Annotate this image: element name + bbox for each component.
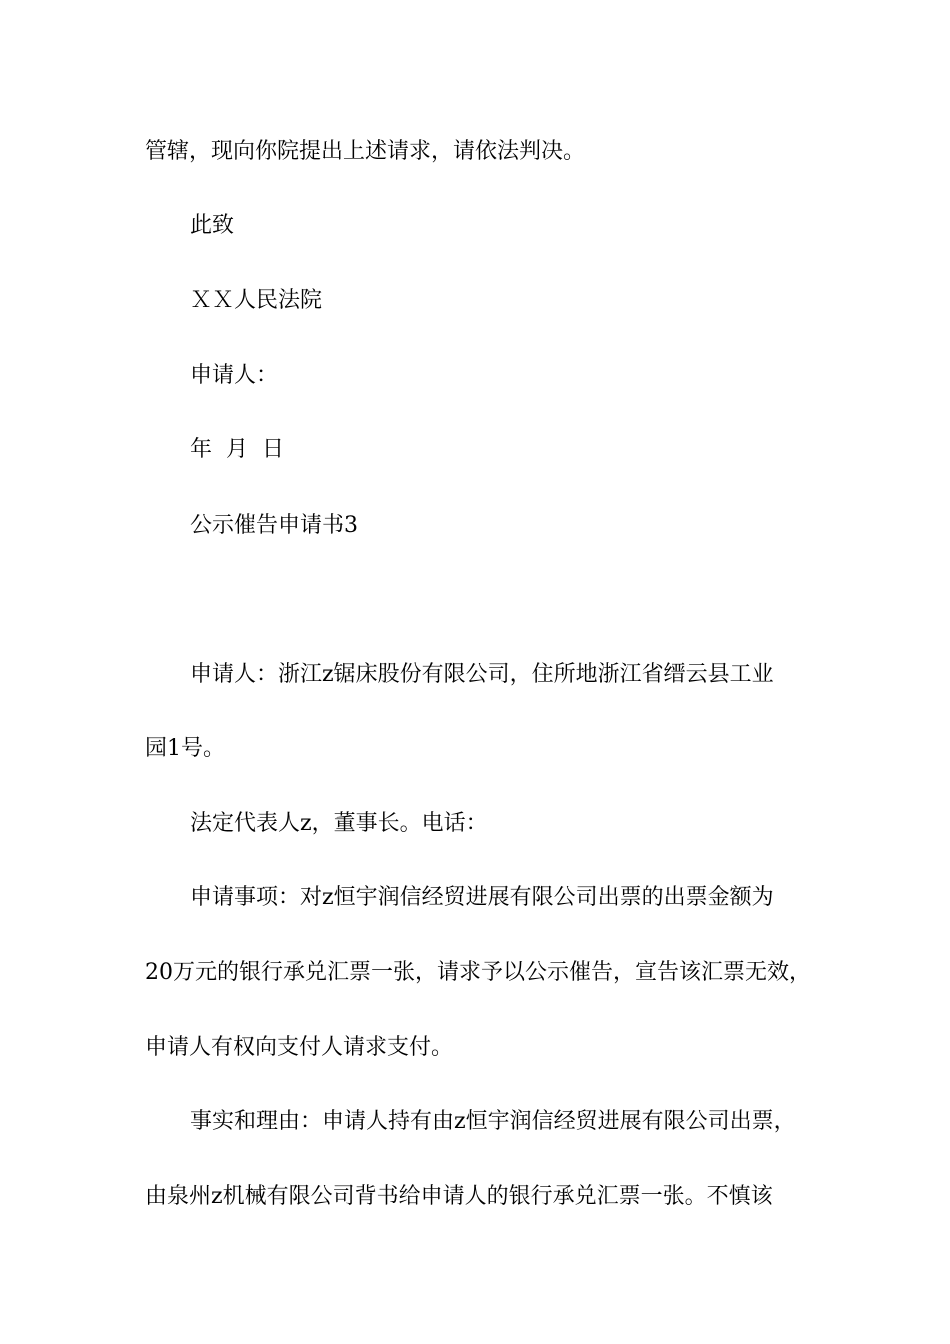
court-name: ＸＸ人民法院 xyxy=(190,288,323,313)
paragraph-line: 管辖，现向你院提出上述请求，请依法判决。 xyxy=(145,139,586,164)
paragraph-line: 申请人：浙江z锯床股份有限公司，住所地浙江省缙云县工业 xyxy=(190,662,774,687)
paragraph-line: 申请事项：对z恒宇润信经贸进展有限公司出票的出票金额为 xyxy=(190,885,774,910)
section-title: 公示催告申请书3 xyxy=(190,513,358,538)
salutation-line: 此致 xyxy=(190,213,235,238)
applicant-signature-label: 申请人： xyxy=(190,363,279,388)
paragraph-line: 园1号。 xyxy=(145,736,225,761)
paragraph-line: 法定代表人z，董事长。电话： xyxy=(190,811,488,836)
paragraph-line: 事实和理由：申请人持有由z恒宇润信经贸进展有限公司出票， xyxy=(190,1109,796,1134)
paragraph-line: 20万元的银行承兑汇票一张，请求予以公示催告，宣告该汇票无效， xyxy=(145,960,811,985)
date-line: 年 月 日 xyxy=(190,437,284,462)
paragraph-line: 申请人有权向支付人请求支付。 xyxy=(145,1035,454,1060)
paragraph-line: 由泉州z机械有限公司背书给申请人的银行承兑汇票一张。不慎该 xyxy=(145,1184,773,1209)
